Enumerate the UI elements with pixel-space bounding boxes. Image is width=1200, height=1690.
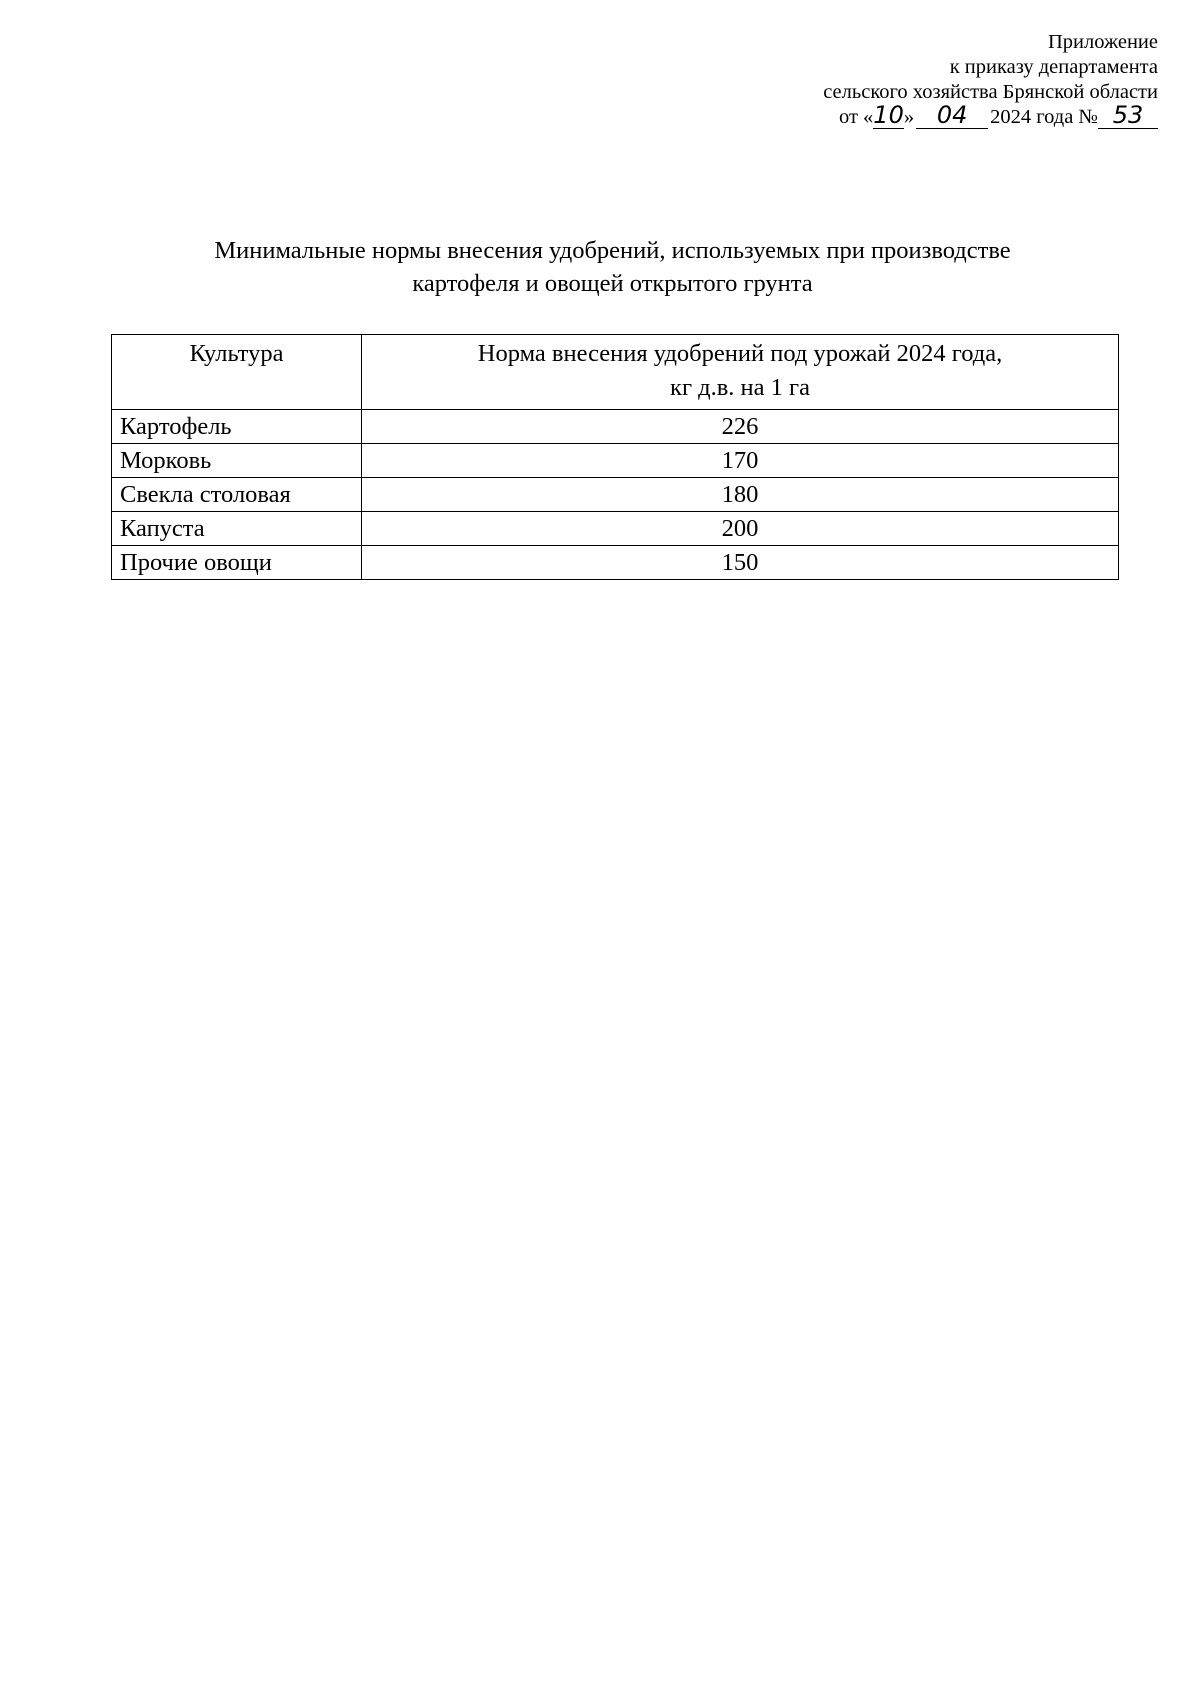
crop-cell: Картофель (112, 410, 362, 444)
rate-cell: 150 (362, 546, 1119, 580)
appendix-date-line (678, 101, 1158, 130)
title-line-2: картофеля и овощей открытого грунта (412, 270, 813, 297)
crop-cell: Прочие овощи (112, 546, 362, 580)
table-row (112, 478, 1119, 512)
header-rate (362, 335, 1119, 410)
appendix-header (678, 30, 1158, 130)
crop-cell: Капуста (112, 512, 362, 546)
handwritten-day: 10 (873, 101, 904, 129)
rate-cell: 180 (362, 478, 1119, 512)
date-year: 2024 года № (990, 106, 1098, 128)
fertilizer-norms-table (111, 334, 1119, 580)
table-header-row (112, 335, 1119, 410)
crop-cell: Свекла столовая (112, 478, 362, 512)
title-line-1: Минимальные нормы внесения удобрений, используемых при производстве (214, 237, 1011, 264)
rate-cell: 200 (362, 512, 1119, 546)
appendix-department: сельского хозяйства Брянской области (823, 81, 1158, 103)
crop-cell: Морковь (112, 444, 362, 478)
handwritten-month: 04 (916, 105, 988, 129)
header-rate-line-1: Норма внесения удобрений под урожай 2024 года, (477, 340, 1003, 367)
table-row (112, 512, 1119, 546)
rate-cell: 170 (362, 444, 1119, 478)
table-row (112, 410, 1119, 444)
date-prefix: от « (838, 106, 874, 128)
header-rate-line-2: кг д.в. на 1 га (670, 374, 810, 401)
appendix-label: Приложение (1047, 31, 1158, 53)
table-row (112, 546, 1119, 580)
handwritten-order-number: 53 (1098, 105, 1158, 129)
table-row (112, 444, 1119, 478)
rate-cell: 226 (362, 410, 1119, 444)
document-title (110, 234, 1115, 300)
header-crop: Культура (112, 335, 362, 410)
appendix-order-ref: к приказу департамента (949, 56, 1158, 78)
date-mid: » (903, 106, 915, 128)
